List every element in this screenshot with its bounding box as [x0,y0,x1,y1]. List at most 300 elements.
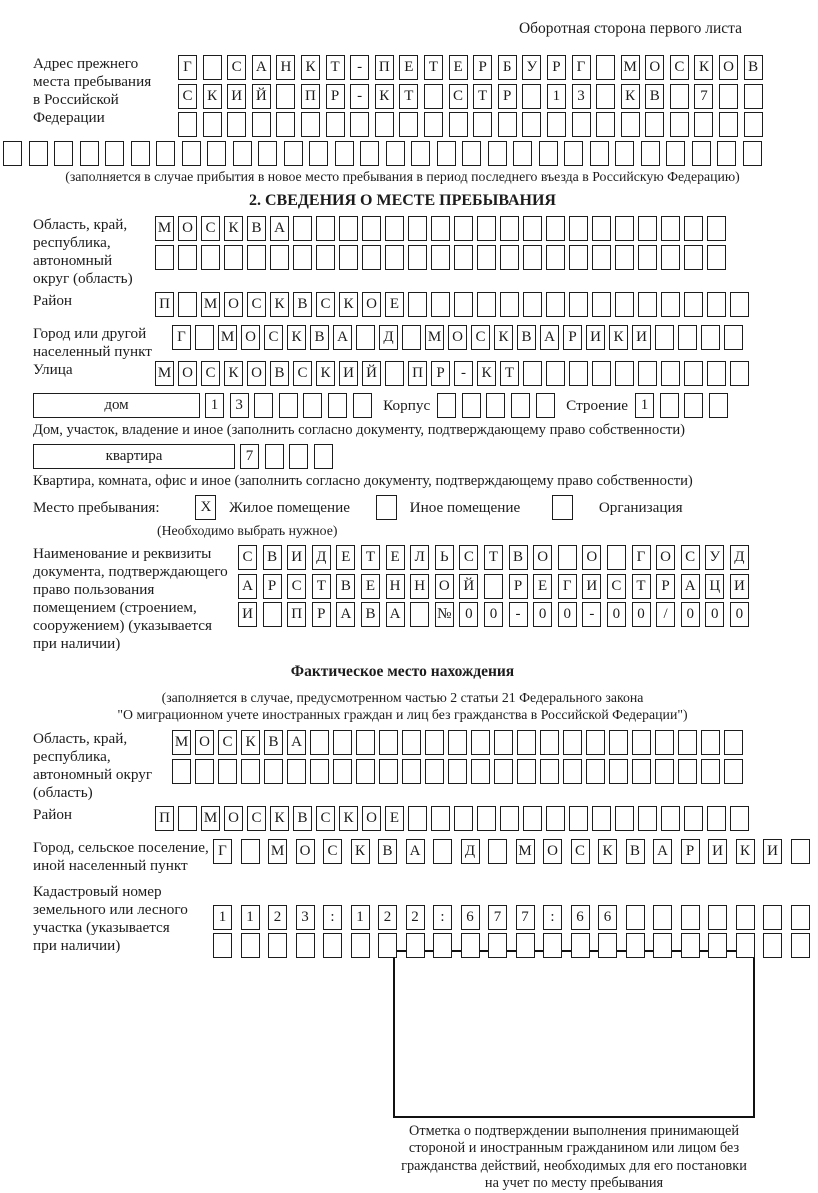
char-cell-empty[interactable] [500,216,519,241]
char-cell-empty[interactable] [707,245,726,270]
char-cell[interactable]: : [433,905,452,930]
char-cell-empty[interactable] [661,216,680,241]
char-cell[interactable]: А [252,55,271,80]
char-cell-empty[interactable] [399,112,418,137]
char-cell[interactable]: П [408,361,427,386]
char-cell-empty[interactable] [719,112,738,137]
char-cell[interactable]: 6 [598,905,617,930]
char-cell-empty[interactable] [638,216,657,241]
checkbox-other-premise[interactable] [376,495,397,520]
char-cell-empty[interactable] [730,292,749,317]
char-cell-empty[interactable] [678,325,697,350]
char-cell[interactable]: : [323,905,342,930]
char-cell-empty[interactable] [431,216,450,241]
char-cell-empty[interactable] [462,393,481,418]
char-cell[interactable]: Р [547,55,566,80]
char-cell-empty[interactable] [615,806,634,831]
char-cell[interactable]: Е [449,55,468,80]
char-cell[interactable]: К [339,292,358,317]
char-cell-empty[interactable] [791,933,810,958]
char-cell-empty[interactable] [454,245,473,270]
char-cell-empty[interactable] [598,933,617,958]
char-cell[interactable]: К [287,325,306,350]
char-cell-empty[interactable] [744,112,763,137]
char-cell-empty[interactable] [424,84,443,109]
char-cell-empty[interactable] [471,730,490,755]
char-cell[interactable]: А [406,839,425,864]
char-cell-empty[interactable] [316,245,335,270]
char-cell[interactable]: С [471,325,490,350]
char-cell[interactable]: - [454,361,473,386]
char-cell-empty[interactable] [719,84,738,109]
char-cell-empty[interactable] [500,292,519,317]
char-cell-empty[interactable] [471,759,490,784]
char-cell-empty[interactable] [592,806,611,831]
char-cell[interactable]: С [247,806,266,831]
char-cell-empty[interactable] [569,216,588,241]
char-cell-empty[interactable] [708,905,727,930]
char-cell[interactable]: 6 [571,905,590,930]
char-cell-empty[interactable] [615,141,634,166]
char-cell[interactable]: О [362,292,381,317]
char-cell-empty[interactable] [263,602,282,627]
char-cell[interactable]: О [241,325,260,350]
char-cell[interactable]: 7 [694,84,713,109]
char-cell-empty[interactable] [431,245,450,270]
char-cell[interactable]: В [509,545,528,570]
char-cell-empty[interactable] [653,933,672,958]
char-cell-empty[interactable] [224,245,243,270]
char-cell-empty[interactable] [316,216,335,241]
char-cell-empty[interactable] [486,393,505,418]
char-cell-empty[interactable] [546,245,565,270]
char-cell-empty[interactable] [258,141,277,166]
char-cell-empty[interactable] [350,112,369,137]
char-cell-empty[interactable] [431,292,450,317]
char-cell-empty[interactable] [448,759,467,784]
char-cell[interactable]: 7 [488,905,507,930]
char-cell-empty[interactable] [632,730,651,755]
char-cell[interactable]: Н [386,574,405,599]
char-cell[interactable]: М [425,325,444,350]
char-cell-empty[interactable] [609,730,628,755]
char-cell[interactable]: / [656,602,675,627]
char-cell-empty[interactable] [586,730,605,755]
char-cell[interactable]: С [323,839,342,864]
char-cell[interactable]: Д [730,545,749,570]
char-cell-empty[interactable] [653,905,672,930]
char-cell-empty[interactable] [536,393,555,418]
char-cell-empty[interactable] [178,806,197,831]
char-cell[interactable]: А [238,574,257,599]
char-cell-empty[interactable] [284,141,303,166]
char-cell[interactable]: В [645,84,664,109]
char-cell-empty[interactable] [707,216,726,241]
char-cell[interactable]: Р [498,84,517,109]
char-cell-empty[interactable] [626,905,645,930]
char-cell[interactable]: Т [473,84,492,109]
char-cell-empty[interactable] [681,933,700,958]
char-cell[interactable]: Т [312,574,331,599]
char-cell-empty[interactable] [178,245,197,270]
char-cell[interactable]: П [155,806,174,831]
char-cell-empty[interactable] [241,759,260,784]
char-cell[interactable]: 0 [459,602,478,627]
checkbox-organization[interactable] [552,495,573,520]
char-cell-empty[interactable] [410,602,429,627]
char-cell[interactable]: Н [410,574,429,599]
char-cell[interactable]: О [362,806,381,831]
char-cell[interactable]: - [350,55,369,80]
char-cell-empty[interactable] [523,292,542,317]
char-cell-empty[interactable] [708,933,727,958]
char-cell-empty[interactable] [54,141,73,166]
char-cell[interactable]: Е [336,545,355,570]
char-cell[interactable]: Т [500,361,519,386]
char-cell[interactable]: - [350,84,369,109]
char-cell[interactable]: О [224,806,243,831]
char-cell-empty[interactable] [203,112,222,137]
char-cell-empty[interactable] [301,112,320,137]
char-cell-empty[interactable] [615,361,634,386]
char-cell-empty[interactable] [437,141,456,166]
char-cell-empty[interactable] [339,245,358,270]
char-cell[interactable]: С [247,292,266,317]
char-cell[interactable]: Р [326,84,345,109]
char-cell-empty[interactable] [454,292,473,317]
char-cell-empty[interactable] [511,393,530,418]
char-cell-empty[interactable] [684,361,703,386]
char-cell[interactable]: М [201,292,220,317]
char-cell-empty[interactable] [523,361,542,386]
char-cell-empty[interactable] [500,806,519,831]
char-cell-empty[interactable] [791,905,810,930]
char-cell[interactable]: К [270,292,289,317]
char-cell-empty[interactable] [655,730,674,755]
char-cell-empty[interactable] [473,112,492,137]
char-cell-empty[interactable] [362,245,381,270]
char-cell-empty[interactable] [310,759,329,784]
char-cell[interactable]: К [375,84,394,109]
char-cell[interactable]: Т [399,84,418,109]
char-cell-empty[interactable] [709,393,728,418]
char-cell[interactable]: С [238,545,257,570]
char-cell[interactable]: О [178,361,197,386]
char-cell-empty[interactable] [437,393,456,418]
char-cell[interactable]: И [730,574,749,599]
char-cell-empty[interactable] [402,759,421,784]
char-cell-empty[interactable] [678,759,697,784]
char-cell-empty[interactable] [670,84,689,109]
char-cell-empty[interactable] [547,112,566,137]
char-cell-empty[interactable] [477,245,496,270]
char-cell[interactable]: Г [178,55,197,80]
char-cell-empty[interactable] [655,325,674,350]
char-cell-empty[interactable] [276,84,295,109]
char-cell[interactable]: Т [632,574,651,599]
char-cell[interactable]: К [694,55,713,80]
char-cell[interactable]: Д [312,545,331,570]
char-cell-empty[interactable] [454,216,473,241]
char-cell[interactable]: П [301,84,320,109]
char-cell-empty[interactable] [546,806,565,831]
char-cell[interactable]: Й [252,84,271,109]
char-cell[interactable]: 0 [558,602,577,627]
char-cell[interactable]: В [263,545,282,570]
char-cell-empty[interactable] [517,759,536,784]
char-cell[interactable]: А [653,839,672,864]
char-cell-empty[interactable] [385,361,404,386]
char-cell-empty[interactable] [670,112,689,137]
char-cell-empty[interactable] [279,393,298,418]
char-cell[interactable]: М [516,839,535,864]
char-cell[interactable]: А [336,602,355,627]
char-cell-empty[interactable] [724,730,743,755]
char-cell-empty[interactable] [569,361,588,386]
char-cell-empty[interactable] [335,141,354,166]
char-cell[interactable]: Р [681,839,700,864]
char-cell[interactable]: А [540,325,559,350]
char-cell[interactable]: А [333,325,352,350]
char-cell-empty[interactable] [195,759,214,784]
char-cell[interactable]: 3 [296,905,315,930]
char-cell[interactable]: Р [312,602,331,627]
char-cell-empty[interactable] [638,292,657,317]
char-cell-empty[interactable] [743,141,762,166]
char-cell-empty[interactable] [744,84,763,109]
char-cell[interactable]: С [607,574,626,599]
char-cell-empty[interactable] [701,759,720,784]
char-cell[interactable]: А [681,574,700,599]
char-cell[interactable]: Р [656,574,675,599]
char-cell-empty[interactable] [484,574,503,599]
char-cell[interactable]: У [522,55,541,80]
char-cell-empty[interactable] [522,112,541,137]
char-cell[interactable]: С [218,730,237,755]
char-cell[interactable]: К [270,806,289,831]
char-cell-empty[interactable] [356,759,375,784]
char-cell-empty[interactable] [615,292,634,317]
char-cell-empty[interactable] [572,112,591,137]
char-cell[interactable]: И [227,84,246,109]
char-cell[interactable]: О [195,730,214,755]
char-cell[interactable]: В [293,292,312,317]
char-cell-empty[interactable] [178,292,197,317]
char-cell-empty[interactable] [477,806,496,831]
char-cell[interactable]: О [656,545,675,570]
char-cell-empty[interactable] [218,759,237,784]
char-cell[interactable]: С [316,806,335,831]
char-cell-empty[interactable] [29,141,48,166]
char-cell[interactable]: М [155,361,174,386]
char-cell-empty[interactable] [641,141,660,166]
char-cell-empty[interactable] [265,444,284,469]
char-cell[interactable]: А [386,602,405,627]
char-cell[interactable]: И [763,839,782,864]
char-cell-empty[interactable] [477,292,496,317]
char-cell[interactable]: 2 [378,905,397,930]
char-cell-empty[interactable] [707,806,726,831]
char-cell-empty[interactable] [356,730,375,755]
char-cell-empty[interactable] [270,245,289,270]
char-cell[interactable]: В [247,216,266,241]
char-cell-empty[interactable] [763,933,782,958]
char-cell-empty[interactable] [609,759,628,784]
char-cell-empty[interactable] [523,216,542,241]
char-cell[interactable]: С [571,839,590,864]
char-cell[interactable]: Р [263,574,282,599]
char-cell[interactable]: Н [276,55,295,80]
char-cell-empty[interactable] [736,933,755,958]
char-cell[interactable]: Г [632,545,651,570]
char-cell[interactable]: Р [509,574,528,599]
char-cell[interactable]: И [582,574,601,599]
char-cell[interactable]: Б [498,55,517,80]
char-cell[interactable]: - [509,602,528,627]
char-cell-empty[interactable] [564,141,583,166]
char-cell[interactable]: В [293,806,312,831]
char-cell[interactable]: С [201,216,220,241]
char-cell[interactable]: - [582,602,601,627]
char-cell-empty[interactable] [293,245,312,270]
char-cell-empty[interactable] [425,730,444,755]
char-cell-empty[interactable] [632,759,651,784]
char-cell-empty[interactable] [131,141,150,166]
char-cell-empty[interactable] [375,112,394,137]
char-cell-empty[interactable] [353,393,372,418]
char-cell-empty[interactable] [296,933,315,958]
char-cell-empty[interactable] [516,933,535,958]
char-cell-empty[interactable] [684,393,703,418]
char-cell[interactable]: О [296,839,315,864]
char-cell[interactable]: В [310,325,329,350]
char-cell[interactable]: Г [213,839,232,864]
char-cell[interactable]: И [238,602,257,627]
char-cell[interactable]: К [203,84,222,109]
char-cell-empty[interactable] [645,112,664,137]
char-cell-empty[interactable] [615,216,634,241]
char-cell[interactable]: О [178,216,197,241]
char-cell-empty[interactable] [596,112,615,137]
char-cell-empty[interactable] [763,905,782,930]
char-cell-empty[interactable] [462,141,481,166]
char-cell[interactable]: В [336,574,355,599]
char-cell-empty[interactable] [207,141,226,166]
char-cell-empty[interactable] [626,933,645,958]
char-cell-empty[interactable] [378,933,397,958]
char-cell-empty[interactable] [791,839,810,864]
char-cell[interactable]: 0 [533,602,552,627]
char-cell[interactable]: А [287,730,306,755]
char-cell[interactable]: Г [172,325,191,350]
char-cell[interactable]: А [270,216,289,241]
char-cell-empty[interactable] [454,806,473,831]
char-cell-empty[interactable] [333,759,352,784]
char-cell[interactable]: В [378,839,397,864]
char-cell[interactable]: С [670,55,689,80]
char-cell-empty[interactable] [569,806,588,831]
char-cell-empty[interactable] [736,905,755,930]
char-cell[interactable]: Й [459,574,478,599]
char-cell-empty[interactable] [539,141,558,166]
char-cell-empty[interactable] [310,730,329,755]
char-cell[interactable]: Т [424,55,443,80]
char-cell-empty[interactable] [80,141,99,166]
char-cell-empty[interactable] [546,292,565,317]
char-cell[interactable]: Г [572,55,591,80]
char-cell-empty[interactable] [522,84,541,109]
char-cell[interactable]: О [582,545,601,570]
char-cell-empty[interactable] [449,112,468,137]
char-cell-empty[interactable] [596,84,615,109]
char-cell-empty[interactable] [406,933,425,958]
char-cell[interactable]: К [301,55,320,80]
char-cell-empty[interactable] [592,361,611,386]
char-cell[interactable]: Р [563,325,582,350]
char-cell-empty[interactable] [488,839,507,864]
char-cell-empty[interactable] [155,245,174,270]
char-cell[interactable]: Й [362,361,381,386]
char-cell[interactable]: 0 [681,602,700,627]
char-cell-empty[interactable] [276,112,295,137]
char-cell-empty[interactable] [666,141,685,166]
char-cell-empty[interactable] [385,216,404,241]
char-cell[interactable]: Е [385,292,404,317]
char-cell-empty[interactable] [571,933,590,958]
char-cell-empty[interactable] [379,759,398,784]
char-cell[interactable]: К [351,839,370,864]
char-cell-empty[interactable] [707,361,726,386]
char-cell-empty[interactable] [730,806,749,831]
char-cell-empty[interactable] [558,545,577,570]
char-cell-empty[interactable] [431,806,450,831]
char-cell[interactable]: В [361,602,380,627]
char-cell-empty[interactable] [203,55,222,80]
char-cell-empty[interactable] [105,141,124,166]
char-cell[interactable]: К [477,361,496,386]
char-cell[interactable]: О [719,55,738,80]
char-cell-empty[interactable] [638,245,657,270]
char-cell-empty[interactable] [351,933,370,958]
char-cell-empty[interactable] [592,216,611,241]
char-cell[interactable]: Р [431,361,450,386]
char-cell-empty[interactable] [356,325,375,350]
char-cell[interactable]: 0 [607,602,626,627]
char-cell-empty[interactable] [433,933,452,958]
char-cell-empty[interactable] [498,112,517,137]
char-cell[interactable]: Р [473,55,492,80]
char-cell[interactable]: К [621,84,640,109]
char-cell[interactable]: И [586,325,605,350]
char-cell-empty[interactable] [289,444,308,469]
char-cell[interactable]: Е [399,55,418,80]
char-cell-empty[interactable] [494,730,513,755]
char-cell[interactable]: Т [484,545,503,570]
char-cell[interactable]: И [287,545,306,570]
char-cell[interactable]: М [155,216,174,241]
char-cell[interactable]: И [632,325,651,350]
char-cell-empty[interactable] [477,216,496,241]
char-cell-empty[interactable] [326,112,345,137]
char-cell[interactable]: 7 [240,444,259,469]
char-cell[interactable]: О [645,55,664,80]
char-cell-empty[interactable] [638,361,657,386]
char-cell-empty[interactable] [494,759,513,784]
char-cell-empty[interactable] [684,292,703,317]
char-cell-empty[interactable] [655,759,674,784]
char-cell-empty[interactable] [408,292,427,317]
char-cell[interactable]: 1 [635,393,654,418]
